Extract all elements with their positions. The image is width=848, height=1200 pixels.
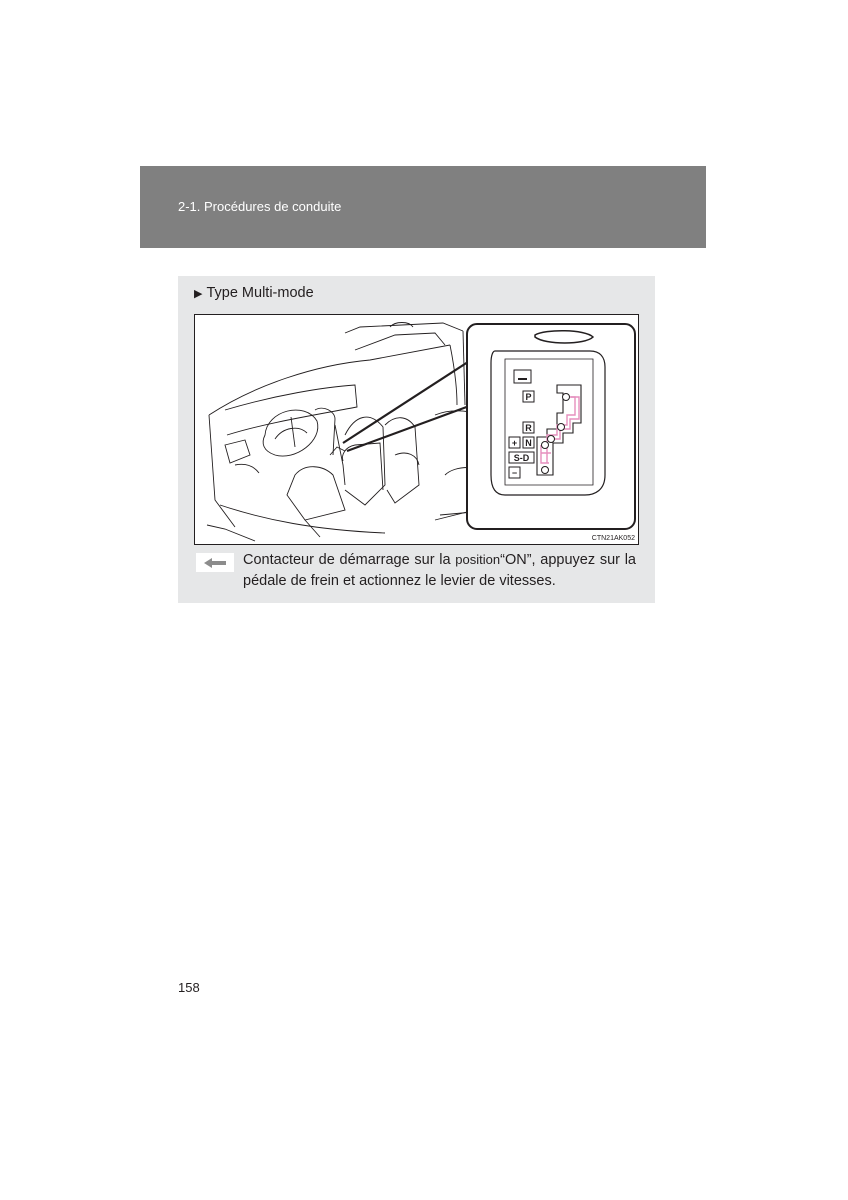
shifter-label-r: R [525,423,532,433]
illustration-figure [194,314,639,545]
shifter-label-n: N [525,438,532,448]
step-text-part1: Contacteur de démarrage sur la [243,552,456,568]
chapter-title: 2-1. Procédures de conduite [178,199,342,214]
shifter-label-minus: − [511,468,518,478]
page-number: 158 [178,980,200,995]
section-title: Type Multi-mode [206,285,314,301]
shifter-label-plus: + [511,438,518,448]
car-interior-illustration [195,315,639,545]
step-text-part3: “ON”, appuyez sur la pédale de frein et actionnez le levier de vitesses. [243,552,637,589]
shifter-zoom-inset [467,324,635,529]
section-heading [194,285,314,301]
arrow-left-icon [196,553,234,572]
shifter-label-p: P [525,392,532,402]
figure-code: CTN21AK052 [591,535,635,542]
triangle-bullet-icon: ▶ [194,287,203,300]
chapter-header [140,166,706,248]
step-instruction [243,549,636,592]
step-text-part2: position [455,552,501,567]
content-panel [178,276,655,603]
shifter-label-sd: S-D [513,453,530,463]
